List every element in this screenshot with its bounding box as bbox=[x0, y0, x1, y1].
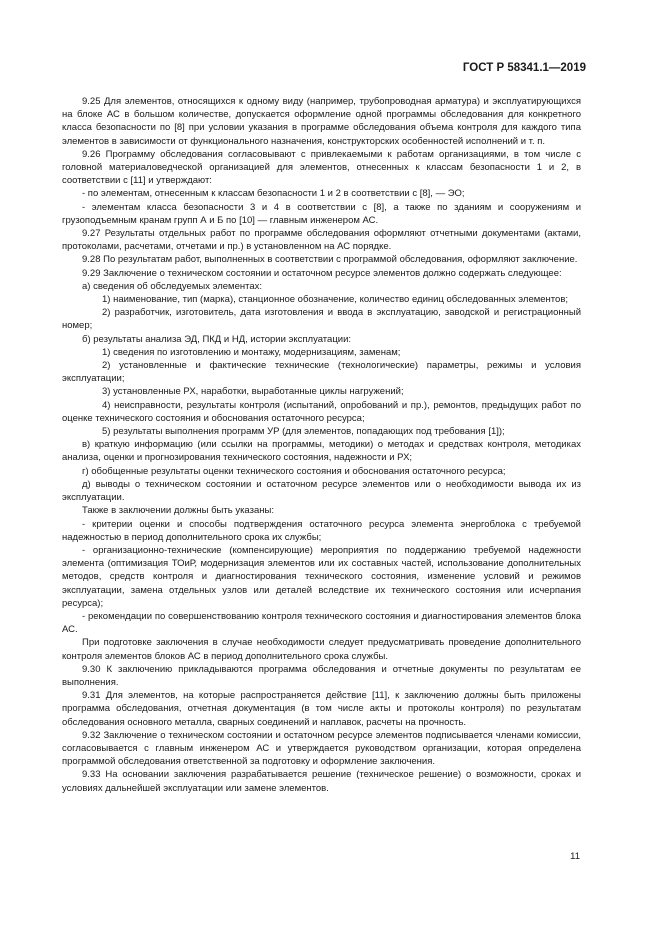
paragraph: 9.32 Заключение о техническом состоянии и остаточном ресурсе элементов подписывается членами комиссии, согласовывается с главным инженером АС и утверждается руководством организации, которая определена программой обследования ответственной за подготовку и оформление заключения. bbox=[62, 729, 581, 768]
paragraph: в) краткую информацию (или ссылки на программы, методики) о методах и средствах контроля, методиках анализа, оценки и прогнозирования технического состояния, надежности и РХ; bbox=[62, 439, 581, 464]
paragraph: 9.26 Программу обследования согласовывают с привлекаемыми к работам организациями, в том числе с головной материаловедческой организацией для элементов, отнесенных к классам безопасности 1 и 2, в соответствии с [11] и утверждают: bbox=[62, 148, 581, 187]
document-body bbox=[62, 95, 581, 795]
paragraph: а) сведения об обследуемых элементах: bbox=[82, 280, 263, 292]
paragraph: - элементам класса безопасности 3 и 4 в соответствии с [8], а также по зданиям и сооружениям и грузоподъемным кранам групп А и Б по [10] — главным инженером АС. bbox=[62, 201, 581, 226]
paragraph: 9.31 Для элементов, на которые распространяется действие [11], к заключению должны быть приложены программа обследования, отчетная документация (в том числе акты и протоколы контроля) по результатам обследования основного металла, сварных соединений и наплавок, расчеты на прочность. bbox=[62, 690, 581, 728]
paragraph: 9.30 К заключению прикладываются программа обследования и отчетные документы по результатам ее выполнения. bbox=[62, 663, 581, 688]
paragraph: 2) установленные и фактические технические (технологические) параметры, режимы и условия эксплуатации; bbox=[62, 360, 581, 385]
paragraph: 9.33 На основании заключения разрабатывается решение (техническое решение) о возможности, сроках и условиях дальнейшей эксплуатации или замене элементов. bbox=[62, 769, 581, 794]
paragraph: При подготовке заключения в случае необходимости следует предусматривать проведение дополнительного контроля элементов блоков АС в период дополнительного срока службы. bbox=[62, 637, 581, 662]
page-number: 11 bbox=[570, 851, 580, 862]
paragraph: 9.27 Результаты отдельных работ по программе обследования оформляют отчетными документами (актами, протоколами, расчетами, отчетами и пр.) в установленном на АС порядке. bbox=[62, 228, 581, 253]
paragraph: Также в заключении должны быть указаны: bbox=[82, 505, 274, 517]
paragraph: 9.28 По результатам работ, выполненных в соответствии с программой обследования, оформляют заключение. bbox=[82, 254, 578, 266]
paragraph: 9.29 Заключение о техническом состоянии и остаточном ресурсе элементов должно содержать следующее: bbox=[82, 267, 562, 279]
document-code-header: ГОСТ Р 58341.1—2019 bbox=[462, 62, 586, 74]
paragraph: д) выводы о техническом состоянии и остаточном ресурсе элементов или о необходимости вывода их из эксплуатации. bbox=[62, 478, 581, 504]
paragraph: - по элементам, отнесенным к классам безопасности 1 и 2 в соответствии с [8], — ЭО; bbox=[82, 188, 465, 200]
paragraph: 4) неисправности, результаты контроля (испытаний, опробований и пр.), ремонтов, предыдущих работ по оценке технического состояния и обоснования остаточного ресурса; bbox=[62, 399, 581, 424]
paragraph: 9.25 Для элементов, относящихся к одному виду (например, трубопроводная арматура) и эксплуатирующихся на блоке АС в большом количестве, допускается оформление одной программы обследования для конкретного класса безопасности по [8] при условии указания в программе обследования объема контроля для каждого типа элементов в зависимости от функционального назначения, конструкторских особенностей исполнений и т. п. bbox=[62, 96, 581, 147]
paragraph: - рекомендации по совершенствованию контроля технического состояния и диагностирования элементов блока АС. bbox=[62, 610, 581, 636]
paragraph: - критерии оценки и способы подтверждения остаточного ресурса элемента энергоблока с требуемой надежностью в период дополнительного срока их службы; bbox=[62, 518, 581, 543]
paragraph: б) результаты анализа ЭД, ПКД и НД, истории эксплуатации: bbox=[82, 333, 352, 345]
paragraph: 1) сведения по изготовлению и монтажу, модернизациям, заменам; bbox=[102, 346, 401, 358]
paragraph: - организационно-технические (компенсирующие) мероприятия по поддержанию требуемой надежности элемента (оптимизация ТОиР, модернизация элементов или их составных частей, использование дополнительных методов, средств контроля и диагностирования технического состояния, изменение условий и режимов эксплуатации, замена отдельных узлов или деталей вследствие их технического состояния или исчерпания ресурса); bbox=[62, 544, 581, 609]
paragraph: 3) установленные РХ, наработки, выработанные циклы нагружений; bbox=[102, 386, 404, 398]
paragraph: г) обобщенные результаты оценки технического состояния и обоснования остаточного ресурса; bbox=[82, 465, 506, 477]
paragraph: 1) наименование, тип (марка), станционное обозначение, количество единиц обследованных элементов; bbox=[102, 294, 569, 306]
paragraph: 5) результаты выполнения программ УР (для элементов, попадающих под требования [1]); bbox=[102, 426, 505, 438]
paragraph: 2) разработчик, изготовитель, дата изготовления и ввода в эксплуатацию, заводской и регистрационный номер; bbox=[62, 307, 581, 332]
